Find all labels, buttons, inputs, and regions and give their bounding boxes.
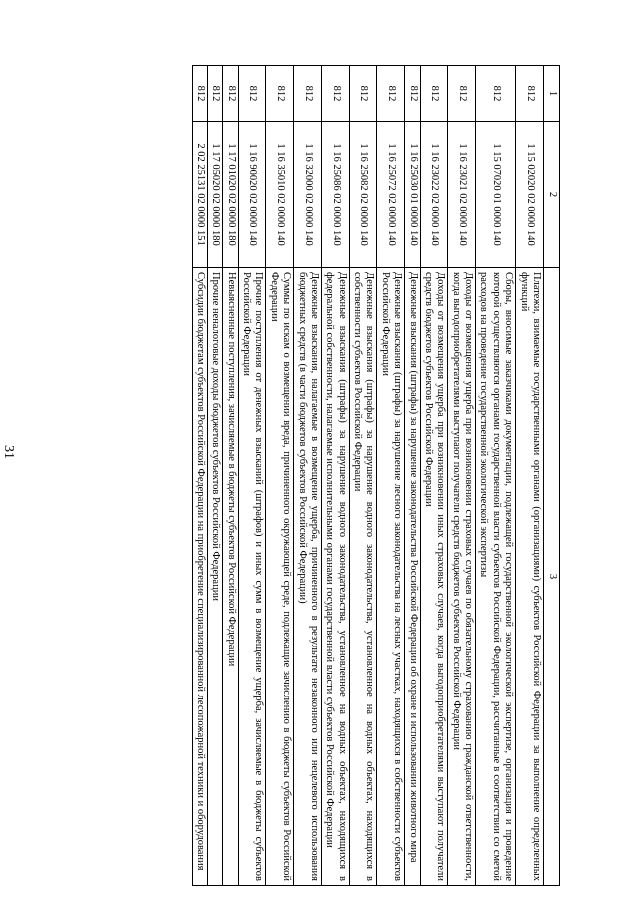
admin-code-cell: 812 [208, 66, 223, 122]
table-row [294, 66, 322, 886]
table-row [266, 66, 294, 886]
table-row [238, 66, 266, 886]
table-row [349, 66, 377, 886]
table-row [516, 66, 544, 886]
table-row [377, 66, 405, 886]
admin-code-cell: 812 [420, 66, 448, 122]
income-code-cell: 1 16 35010 02 0000 140 [266, 122, 294, 268]
admin-code-cell: 812 [294, 66, 322, 122]
description-cell: Сборы, вносимые заказчиками документации, подлежащей государственной экологической экспертизе, организация и проведение которой осуществляются органами государственной власти субъектов Российской Федерации, рассчитанные в соответствии со сметой расходов на проведение государственной экологической экспертизы [476, 268, 516, 886]
income-code-cell: 1 16 25082 02 0000 140 [349, 122, 377, 268]
admin-code-cell: 812 [322, 66, 350, 122]
description-cell: Суммы по искам о возмещении вреда, причиненного окружающей среде, подлежащие зачислению в бюджеты субъектов Российской Федерации [266, 268, 294, 886]
column-header-2: 2 [544, 122, 560, 268]
admin-code-cell: 812 [223, 66, 238, 122]
income-code-cell: 1 17 05020 02 0000 180 [208, 122, 223, 268]
income-code-cell: 1 16 23022 02 0000 140 [420, 122, 448, 268]
admin-code-cell: 812 [516, 66, 544, 122]
description-cell: Субсидии бюджетам субъектов Российской Федерации на приобретение специализированной лесопожарной техники и оборудования [192, 268, 207, 886]
table-row [322, 66, 350, 886]
description-cell: Невыясненные поступления, зачисляемые в бюджеты субъектов Российской Федерации [223, 268, 238, 886]
revenue-codes-table [192, 65, 560, 886]
admin-code-cell: 812 [448, 66, 476, 122]
column-header-1: 1 [544, 66, 560, 122]
description-cell: Денежные взыскания (штрафы) за нарушение водного законодательства, установленное на водных объектах, находящихся в собственности субъектов Российской Федерации [349, 268, 377, 886]
column-header-3: 3 [544, 268, 560, 886]
description-cell: Доходы от возмещения ущерба при возникновении иных страховых случаев, когда выгодоприобретателями выступают получатели средств бюджетов субъектов Российской Федерации [420, 268, 448, 886]
admin-code-cell: 812 [349, 66, 377, 122]
description-cell: Денежные взыскания (штрафы) за нарушение лесного законодательства на лесных участках, находящихся в собственности субъектов Российской Федерации [377, 268, 405, 886]
rotated-page [70, 65, 560, 885]
description-cell: Доходы от возмещения ущерба при возникновении страховых случаев по обязательному страхованию гражданской ответственности, когда выгодоприобретателями выступают получатели средств бюджетов субъектов Российской Федерации [448, 268, 476, 886]
description-cell: Денежные взыскания, налагаемые в возмещение ущерба, причиненного в результате незаконного или нецелевого использования бюджетных средств (в части бюджетов субъектов Российской Федерации) [294, 268, 322, 886]
description-cell: Денежные взыскания (штрафы) за нарушение законодательства Российской Федерации об охране и использовании животного мира [405, 268, 420, 886]
income-code-cell: 1 16 90020 02 0000 140 [238, 122, 266, 268]
admin-code-cell: 812 [192, 66, 207, 122]
description-cell: Денежные взыскания (штрафы) за нарушение водного законодательства, установленное на водных объектах, находящихся в федеральной собственности, налагаемые исполнительными органами государственной власти субъектов Российской Федерации [322, 268, 350, 886]
table-header-row [544, 66, 560, 886]
income-code-cell: 1 15 02020 02 0000 140 [516, 122, 544, 268]
income-code-cell: 1 16 32000 02 0000 140 [294, 122, 322, 268]
description-cell: Платежи, взимаемые государственными органами (организациями) субъектов Российской Федерации за выполнение определенных функций [516, 268, 544, 886]
income-code-cell: 1 16 23021 02 0000 140 [448, 122, 476, 268]
table-row [208, 66, 223, 886]
admin-code-cell: 812 [476, 66, 516, 122]
income-code-cell: 2 02 25131 02 0000 151 [192, 122, 207, 268]
income-code-cell: 1 15 07020 01 0000 140 [476, 122, 516, 268]
table-row [476, 66, 516, 886]
table-row [420, 66, 448, 886]
page-number: 31 [1, 445, 16, 459]
admin-code-cell: 812 [405, 66, 420, 122]
table-row [405, 66, 420, 886]
description-cell: Прочие неналоговые доходы бюджетов субъектов Российской Федерации [208, 268, 223, 886]
income-code-cell: 1 16 25030 01 0000 140 [405, 122, 420, 268]
table-row [223, 66, 238, 886]
table-row [192, 66, 207, 886]
admin-code-cell: 812 [238, 66, 266, 122]
table-row [448, 66, 476, 886]
description-cell: Прочие поступления от денежных взысканий (штрафов) и иных сумм в возмещение ущерба, зачисляемые в бюджеты субъектов Российской Федерации [238, 268, 266, 886]
admin-code-cell: 812 [377, 66, 405, 122]
income-code-cell: 1 16 25072 02 0000 140 [377, 122, 405, 268]
income-code-cell: 1 17 01020 02 0000 180 [223, 122, 238, 268]
admin-code-cell: 812 [266, 66, 294, 122]
income-code-cell: 1 16 25086 02 0000 140 [322, 122, 350, 268]
